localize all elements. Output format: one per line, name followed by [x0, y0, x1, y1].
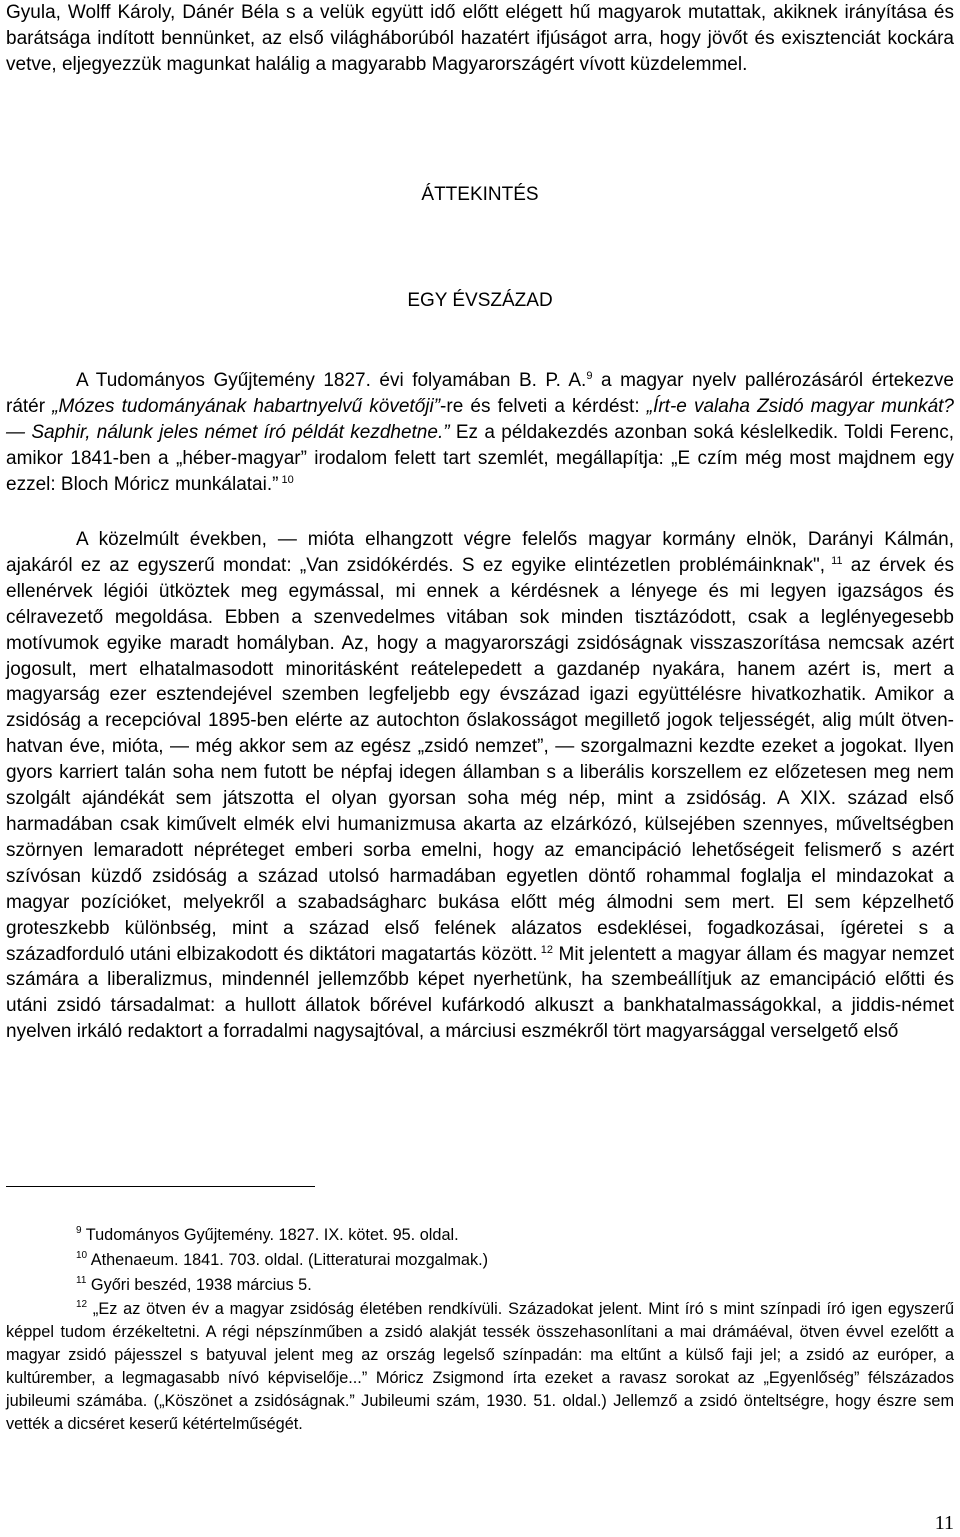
italic-quote-saphir: „Írt-e valaha Zsidó magyar munkát? — Saphir, nálunk jeles német író példát kezdhetne.”	[6, 395, 955, 443]
italic-quote-mozes: „Mózes tudományának habartnyelvű követőji”	[52, 395, 441, 417]
text-run: Mit jelentett a magyar állam és magyar nemzet számára a liberalizmus, mindennél jellemzőbb képet nyerhetünk, ha szembeállítjuk az emancipáció előtti és utáni zsidó társadalmat: a hullott állatok bőrével kufárkodó alkuszt a bankhatalmasságokkal, a jiddis-német nyelven irkáló redaktort a forradalmi nagysajtóval, a márciusi eszmékről tört magyarsággal verselgető első	[6, 943, 954, 1043]
footnote-10	[76, 1249, 488, 1272]
intro-paragraph	[6, 0, 954, 78]
footnote-ref-11: 11	[825, 554, 843, 567]
text-run: a magyar nyelv pallérozásáról értekezve rátér	[6, 370, 954, 417]
body-paragraph-tudomanyos	[6, 368, 954, 498]
page-number: 11	[934, 1512, 954, 1534]
footnote-number: 10	[76, 1250, 88, 1261]
footnote-separator	[6, 1186, 315, 1187]
footnote-number: 11	[76, 1275, 87, 1286]
text-run: A Tudományos Gyűjtemény 1827. évi folyamában B. P. A.	[76, 370, 587, 391]
footnote-11	[76, 1274, 312, 1297]
text-run: Ez a példakezdés azonban soká késlelkedik. Toldi Ferenc, amikor 1841-ben a „héber-magyar” irodalom felett tart szemlét, megállapítja: „E czím még most majdnem egy ezzel: Bloch Móricz munkálatai.”	[6, 421, 954, 495]
footnote-ref-12: 12	[537, 943, 554, 956]
text-run: -re és felveti a kérdést:	[440, 395, 647, 417]
footnote-9	[76, 1224, 459, 1247]
footnote-number: 9	[76, 1225, 82, 1236]
footnote-text: „Ez az ötven év a magyar zsidóság életében rendkívüli. Századokat jelent. Mint író s mint színpadi író igen egyszerű képpel tudom érzékeltetni. A régi népszínműben a zsidó alakját tessék összehasonlítani a mai drámáéval, ötven évvel ezelőtt a magyar zsidó pájesszel s batyuval jelent meg az ország legelső színpadán: ma eltűnt a külső faji jel; a zsidó az európer, a kultúrember, a legmagasabb nívó képviselője...” Móricz Zsigmond írta ezeket a ravasz sorokat az „Egyenlőség” félszázados jubileumi számába. („Köszönet a zsidóságnak.” Jubileumi szám, 1930. 51. oldal.) Jellemző a zsidó önteltségre, hogy észre sem vették a dicséret keserű kétértelműségét.	[6, 1300, 954, 1433]
footnote-ref-9: 9	[586, 370, 593, 382]
body-paragraph-kozelmult	[6, 527, 954, 1045]
footnote-text-lead	[6, 1300, 87, 1318]
footnote-text: Győri beszéd, 1938 március 5.	[86, 1276, 312, 1294]
section-heading-overview: ÁTTEKINTÉS	[421, 184, 539, 205]
footnote-number: 12	[76, 1299, 88, 1310]
intro-paragraph-text: Gyula, Wolff Károly, Dánér Béla s a velük együtt idő előtt elégett hű magyarok mutattak, akiknek irányítása és barátsága indított bennünket, az első világháborúból hazatért ifjúságot arra, hogy jövőt és exisztenciát kockára vetve, eljegyezzük magunkat halálig a magyarabb Magyarországért vívott küzdelemmel.	[6, 2, 954, 75]
footnote-ref-10: 10	[278, 473, 294, 486]
text-run: az érvek és ellenérvek légiói ütköztek meg egymással, mi ennek a kérdésnek a lényege és mi legyen igazságos és célravezető megoldása. Ebben a szenvedelmes vitában sok minden tisztázódott, csak a leglényegesebb motívumok egyike maradt homályban. Az, hogy a magyarországi zsidóságnak visszaszorítása nemcsak azért jogosult, mert elhatalmasodott minoritásként reátelepedett a gazdanép nyakára, hanem azért is, mert a magyarság ezer esztendejével szemben legfeljebb egy évszázad igazi együttélésre hivatkozhatik. Amikor a zsidóság a recepcióval 1895-ben elérte az autochton őslakosságot megillető jogok teljességét, alig múlt ötven-hatvan éve, mióta, — még akkor sem az egész „zsidó nemzet”, — szorgalmazni kezdte ezeket a jogokat. Ilyen gyors karriert talán soha nem futott be népfaj idegen államban s a liberális korszellem ez előzetesen meg nem szolgált ajándékát sem játszotta el olyan gyorsan soha még nép, mint a zsidóság. A XIX. század első harmadában csak kiművelt elmék elvi humanizmusa akarta az elzárkózó, külsejében szennyes, műveltségben szörnyen lemaradott népréteget emberi sorba emelni, hogy az emancipáció lehetőségeit felismerő s azért szívósan küzdő zsidóság a század utolsó harmadában egyetlen döntő rohammal foglalja el mindazokat a magyar pozícióket, melyekről a szabadságharc bukása előtt még álmodni sem mert. El sem képzelhető groteszkebb különbség, mint a század első felének alázatos esdeklései, fogadkozásai, ígéretei s a századforduló utáni elbizakodott és diktátori magatartás között.	[6, 554, 954, 965]
section-heading-century: EGY ÉVSZÁZAD	[407, 290, 553, 311]
footnote-12	[6, 1298, 954, 1436]
text-run: A közelmúlt években, — mióta elhangzott végre felelős magyar kormány elnök, Darányi Kálmán, ajakáról ez az egyszerű mondat: „Van zsidókérdés. S ez egyike elintézetlen problémáinknak",	[6, 529, 954, 576]
footnote-text: Athenaeum. 1841. 703. oldal. (Litteraturai mozgalmak.)	[87, 1251, 489, 1269]
footnote-text: Tudományos Gyűjtemény. 1827. IX. kötet. 95. oldal.	[81, 1226, 459, 1244]
